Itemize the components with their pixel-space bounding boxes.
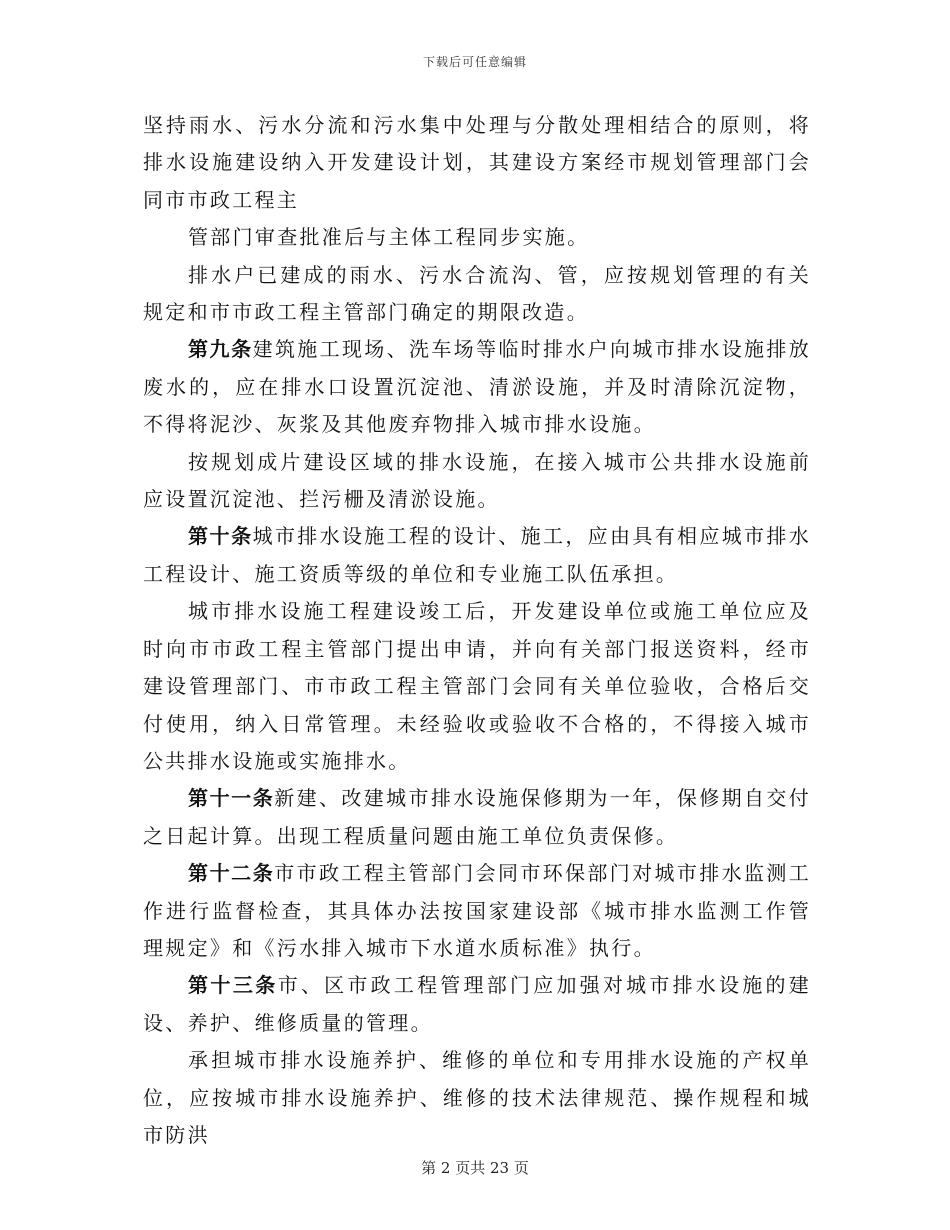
page-header-note: 下载后可任意编辑 — [422, 55, 527, 69]
article-number: 第十一条 — [188, 786, 275, 811]
paragraph-text: 市、区市政工程管理部门应加强对城市排水设施的建设、养护、维修质量的管理。 — [143, 973, 812, 1035]
paragraph-text: 城市排水设施工程建设竣工后，开发建设单位或施工单位应及时向市市政工程主管部门提出申请，并向有关部门报送资料，经市建设管理部门、市市政工程主管部门会同有关单位验收，合格后交付使用，纳入日常管理。未经验收或验收不合格的，不得接入城市公共排水设施或实施排水。 — [143, 599, 811, 773]
article-number: 第十二条 — [188, 861, 275, 886]
paragraph — [143, 257, 811, 332]
article-paragraph — [143, 967, 811, 1042]
paragraph-text: 坚持雨水、污水分流和污水集中处理与分散处理相结合的原则，将排水设施建设纳入开发建设计划，其建设方案经市规划管理部门会同市市政工程主 — [143, 113, 811, 212]
article-paragraph — [143, 518, 811, 593]
paragraph-text: 排水户已建成的雨水、污水合流沟、管，应按规划管理的有关规定和市市政工程主管部门确定的期限改造。 — [143, 262, 811, 325]
paragraph-text: 管部门审查批准后与主体工程同步实施。 — [188, 225, 590, 250]
article-number: 第十三条 — [188, 973, 278, 998]
document-body — [143, 107, 811, 1154]
article-paragraph — [143, 855, 811, 967]
paragraph — [143, 444, 811, 519]
article-paragraph — [143, 780, 811, 855]
paragraph — [143, 593, 811, 780]
paragraph-text: 新建、改建城市排水设施保修期为一年，保修期自交付之日起计算。出现工程质量问题由施工单位负责保修。 — [143, 786, 812, 848]
page-number: 第 2 页共 23 页 — [421, 1159, 529, 1177]
paragraph-text: 城市排水设施工程的设计、施工，应由具有相应城市排水工程设计、施工资质等级的单位和专业施工队伍承担。 — [143, 524, 812, 586]
paragraph-text: 建筑施工现场、洗车场等临时排水户向城市排水设施排放废水的，应在排水口设置沉淀池、清淤设施，并及时清除沉淀物，不得将泥沙、灰浆及其他废弃物排入城市排水设施。 — [143, 337, 812, 437]
paragraph-text: 承担城市排水设施养护、维修的单位和专用排水设施的产权单位，应按城市排水设施养护、维修的技术法律规范、操作规程和城市防洪 — [143, 1048, 811, 1147]
article-paragraph — [143, 331, 811, 443]
paragraph — [143, 1042, 811, 1154]
paragraph — [143, 219, 811, 256]
article-number: 第十条 — [188, 524, 253, 549]
paragraph-text: 市市政工程主管部门会同市环保部门对城市排水监测工作进行监督检查，其具体办法按国家建设部《城市排水监测工作管理规定》和《污水排入城市下水道水质标准》执行。 — [143, 861, 812, 960]
paragraph — [143, 107, 811, 219]
article-number: 第九条 — [188, 337, 253, 362]
paragraph-text: 按规划成片建设区域的排水设施，在接入城市公共排水设施前应设置沉淀池、拦污栅及清淤设施。 — [143, 449, 811, 512]
